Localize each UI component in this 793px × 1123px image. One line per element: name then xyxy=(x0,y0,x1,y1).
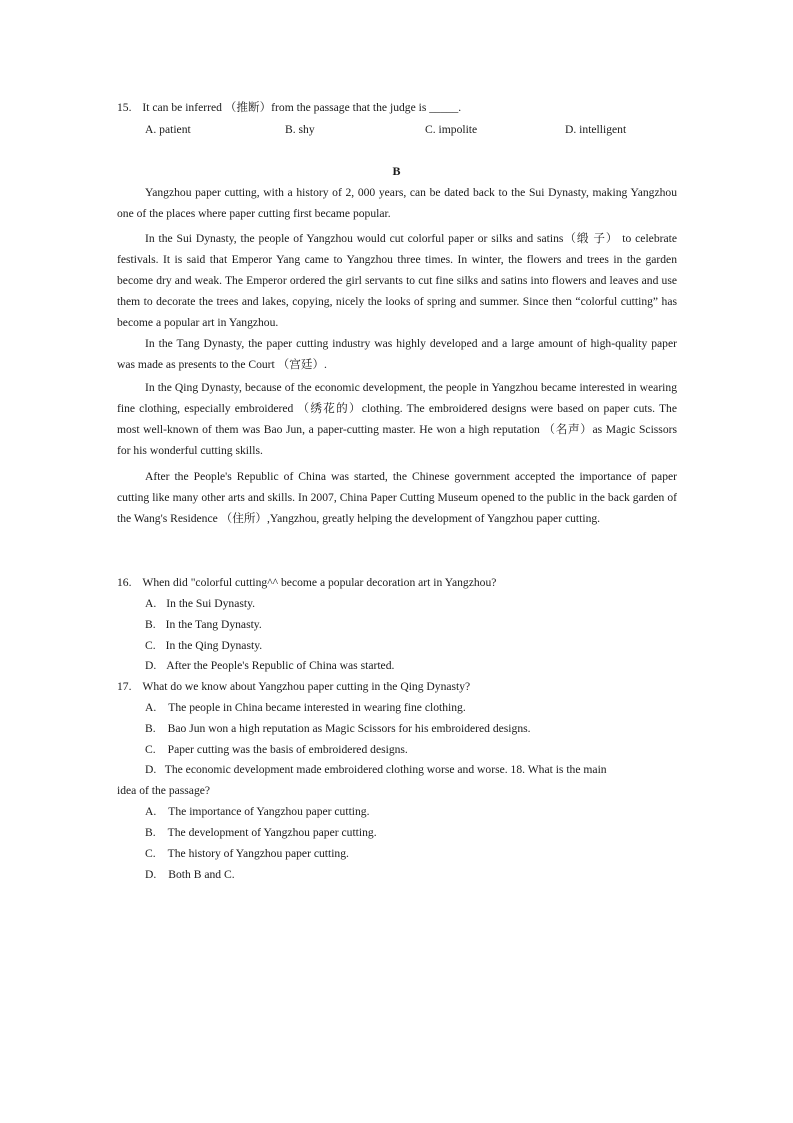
option-text: The importance of Yangzhou paper cutting. xyxy=(168,805,370,818)
q15-option-c: C. impolite xyxy=(425,123,478,136)
q18-option-a xyxy=(145,805,370,819)
question-stem: It can be inferred （推断）from the passage that the judge is _____. xyxy=(142,101,462,114)
q18-stem-continuation: idea of the passage? xyxy=(117,784,211,797)
q18-option-c xyxy=(145,847,349,861)
q16-option-a xyxy=(145,597,255,611)
option-letter: B. xyxy=(145,722,156,735)
question-17 xyxy=(117,680,470,694)
paragraph-3: In the Tang Dynasty, the paper cutting industry was highly developed and a large amount of high-quality paper was made as presents to the Court （宫廷）. xyxy=(117,337,677,371)
option-text: The history of Yangzhou paper cutting. xyxy=(167,847,349,860)
q18-option-d xyxy=(145,868,235,882)
q16-option-b xyxy=(145,618,262,632)
option-text: In the Sui Dynasty. xyxy=(166,597,256,610)
q16-option-c xyxy=(145,639,262,653)
q15-option-d: D. intelligent xyxy=(565,123,627,136)
option-letter: A. xyxy=(145,597,157,610)
section-heading: B xyxy=(392,164,401,178)
option-text: The people in China became interested in wearing fine clothing. xyxy=(168,701,466,714)
paragraph-1: Yangzhou paper cutting, with a history of 2, 000 years, can be dated back to the Sui Dynasty, making Yangzhou one of the places where paper cutting first became popular. xyxy=(117,186,677,220)
option-text: The development of Yangzhou paper cutting. xyxy=(167,826,377,839)
q17-option-a xyxy=(145,701,466,715)
option-text: Paper cutting was the basis of embroidered designs. xyxy=(167,743,408,756)
q16-option-d xyxy=(145,659,394,673)
option-letter: C. xyxy=(145,639,156,652)
q15-option-b: B. shy xyxy=(285,123,315,136)
q17-option-d: D. The economic development made embroidered clothing worse and worse. 18. What is the main xyxy=(145,763,607,776)
option-text: Bao Jun won a high reputation as Magic Scissors for his embroidered designs. xyxy=(167,722,531,735)
option-letter: C. xyxy=(145,743,156,756)
option-text: Both B and C. xyxy=(168,868,235,881)
q18-option-b xyxy=(145,826,377,840)
option-letter: A. xyxy=(145,701,157,714)
option-letter: C. xyxy=(145,847,156,860)
option-letter: D. xyxy=(145,868,157,881)
question-stem: When did "colorful cutting^^ become a popular decoration art in Yangzhou? xyxy=(142,576,497,589)
q17-option-b xyxy=(145,722,531,736)
q15-option-a: A. patient xyxy=(145,123,191,136)
option-text: After the People's Republic of China was started. xyxy=(166,659,395,672)
paragraph-2: In the Sui Dynasty, the people of Yangzhou would cut colorful paper or silks and satins（缎 子） to celebrate festivals. It is said that Emperor Yang came to Yangzhou three times. In winter, the flowers and trees in the garden become dry and weak. The Emperor ordered the girl servants to cut fine silks and satins into flowers and leaves and use them to decorate the trees and lakes, copying, nicely the looks of spring and summer. Since then “colorful cutting” has become a popular art in Yangzhou. xyxy=(117,232,677,329)
option-letter: B. xyxy=(145,618,156,631)
question-16 xyxy=(117,576,496,590)
paragraph-4: In the Qing Dynasty, because of the economic development, the people in Yangzhou became interested in wearing fine clothing, especially embroidered （绣花的）clothing. The embroidered designs were based on paper cuts. The most well-known of them was Bao Jun, a paper-cutting master. He won a high reputation （名声）as Magic Scissors for his wonderful cutting skills. xyxy=(117,381,677,457)
question-stem: What do we know about Yangzhou paper cutting in the Qing Dynasty? xyxy=(142,680,471,693)
question-number: 17. xyxy=(117,680,132,693)
question-number: 15. xyxy=(117,101,132,114)
option-letter: D. xyxy=(145,659,157,672)
option-text: In the Qing Dynasty. xyxy=(165,639,263,652)
question-number: 16. xyxy=(117,576,132,589)
paragraph-5: After the People's Republic of China was started, the Chinese government accepted the importance of paper cutting like many other arts and skills. In 2007, China Paper Cutting Museum opened to the public in the back garden of the Wang's Residence （住所）,Yangzhou, greatly helping the development of Yangzhou paper cutting. xyxy=(117,470,677,525)
option-letter: B. xyxy=(145,826,156,839)
option-text: In the Tang Dynasty. xyxy=(165,618,262,631)
option-letter: A. xyxy=(145,805,157,818)
question-15 xyxy=(117,101,461,115)
q17-option-c xyxy=(145,743,408,757)
